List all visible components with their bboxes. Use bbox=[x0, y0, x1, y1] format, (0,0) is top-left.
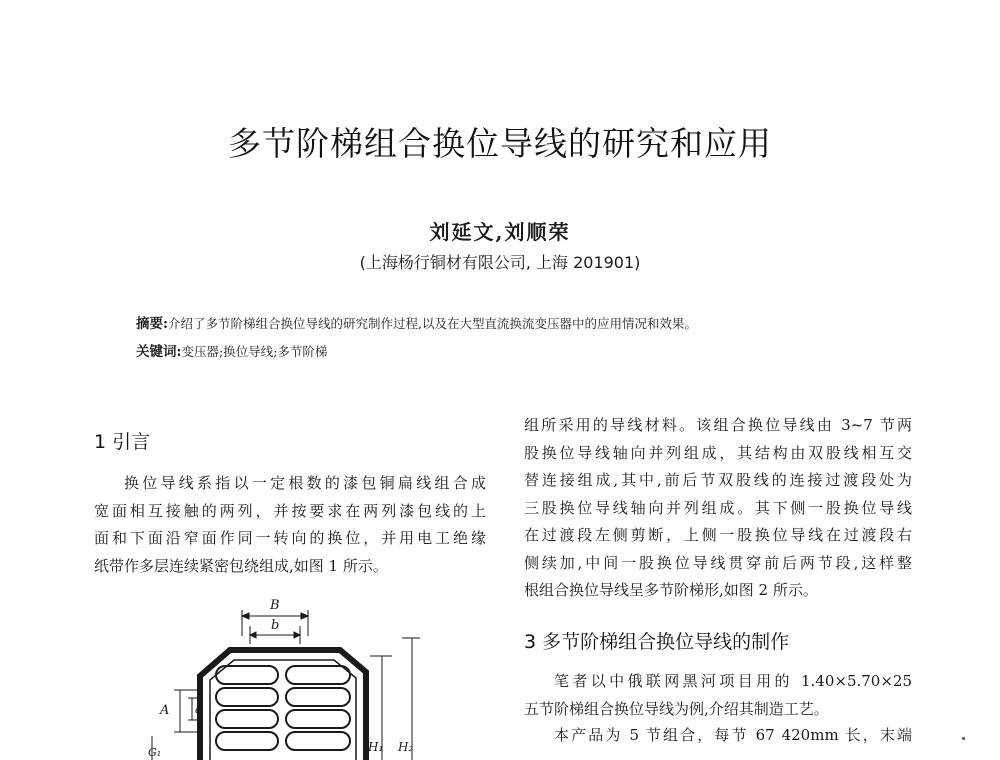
strand bbox=[216, 688, 278, 706]
keywords-label: 关键词: bbox=[136, 344, 182, 360]
text-line: 本产品为 5 节组合，每节 67 420mm 长，末端 bbox=[554, 726, 912, 744]
section-1-heading: 1 引言 bbox=[94, 431, 151, 453]
authors: 刘延文,刘顺荣 bbox=[429, 220, 571, 244]
text-line: 笔者以中俄联网黑河项目用的 1.40×5.70×25 bbox=[554, 672, 912, 690]
label-B: B bbox=[270, 598, 280, 613]
text-line: 三股换位导线轴向并列组成。其下侧一股换位导线 bbox=[524, 498, 912, 517]
scan-speck bbox=[962, 737, 965, 740]
figure-1-cross-section bbox=[130, 596, 440, 760]
affiliation: (上海杨行铜材有限公司, 上海 201901) bbox=[359, 253, 641, 272]
keywords-text: 变压器;换位导线;多节阶梯 bbox=[181, 344, 328, 359]
abstract bbox=[136, 312, 697, 332]
text-line: 五节阶梯组合换位导线为例,介绍其制造工艺。 bbox=[524, 699, 829, 718]
strand bbox=[286, 688, 350, 706]
strand bbox=[216, 666, 278, 684]
text-line: 组所采用的导线材料。该组合换位导线由 3~7 节两 bbox=[524, 416, 912, 434]
label-b: b bbox=[271, 618, 280, 633]
arrowhead bbox=[301, 613, 308, 619]
text-line: 在过渡段左侧剪断，上侧一股换位导线在过渡段右 bbox=[524, 526, 912, 544]
label-G: G₁ bbox=[148, 746, 162, 759]
strand bbox=[286, 732, 350, 750]
text-line: 侧续加,中间一股换位导线贯穿前后两节段,这样整 bbox=[524, 553, 912, 572]
label-H2: H₂ bbox=[398, 740, 414, 754]
label-H1: H₁ bbox=[368, 740, 384, 754]
text-line: 替连接组成,其中,前后节双股线的连接过渡段处为 bbox=[524, 471, 912, 489]
strand bbox=[286, 666, 350, 684]
strand bbox=[216, 710, 278, 728]
text-line: 宽面相互接触的两列，并按要求在两列漆包线的上 bbox=[94, 501, 486, 520]
abstract-text: 介绍了多节阶梯组合换位导线的研究制作过程,以及在大型直流换流变压器中的应用情况和效果。 bbox=[167, 316, 697, 331]
text-line: 根组合换位导线呈多节阶梯形,如图 2 所示。 bbox=[524, 581, 818, 599]
right-paragraph-3 bbox=[524, 722, 912, 750]
right-paragraph-1 bbox=[524, 412, 912, 605]
text-line: 面和下面沿窄面作同一转向的换位，并用电工绝缘 bbox=[94, 529, 486, 547]
section-3-heading: 3 多节阶梯组合换位导线的制作 bbox=[524, 631, 790, 653]
arrowhead bbox=[250, 632, 256, 638]
strand bbox=[286, 710, 350, 728]
text-line: 换位导线系指以一定根数的漆包铜扁线组合成 bbox=[124, 474, 486, 492]
strand bbox=[216, 732, 278, 750]
label-A: A bbox=[160, 703, 170, 718]
label-a: a bbox=[195, 703, 202, 716]
left-paragraph bbox=[94, 470, 486, 580]
paper-title: 多节阶梯组合换位导线的研究和应用 bbox=[228, 124, 772, 163]
keywords bbox=[136, 340, 327, 360]
arrowhead bbox=[294, 632, 300, 638]
text-line: 股换位导线轴向并列组成，其结构由双股线相互交 bbox=[524, 443, 912, 462]
abstract-label: 摘要: bbox=[136, 316, 168, 332]
right-paragraph-2 bbox=[524, 668, 912, 723]
arrowhead bbox=[242, 613, 249, 619]
text-line: 纸带作多层连续紧密包绕组成,如图 1 所示。 bbox=[94, 556, 388, 575]
